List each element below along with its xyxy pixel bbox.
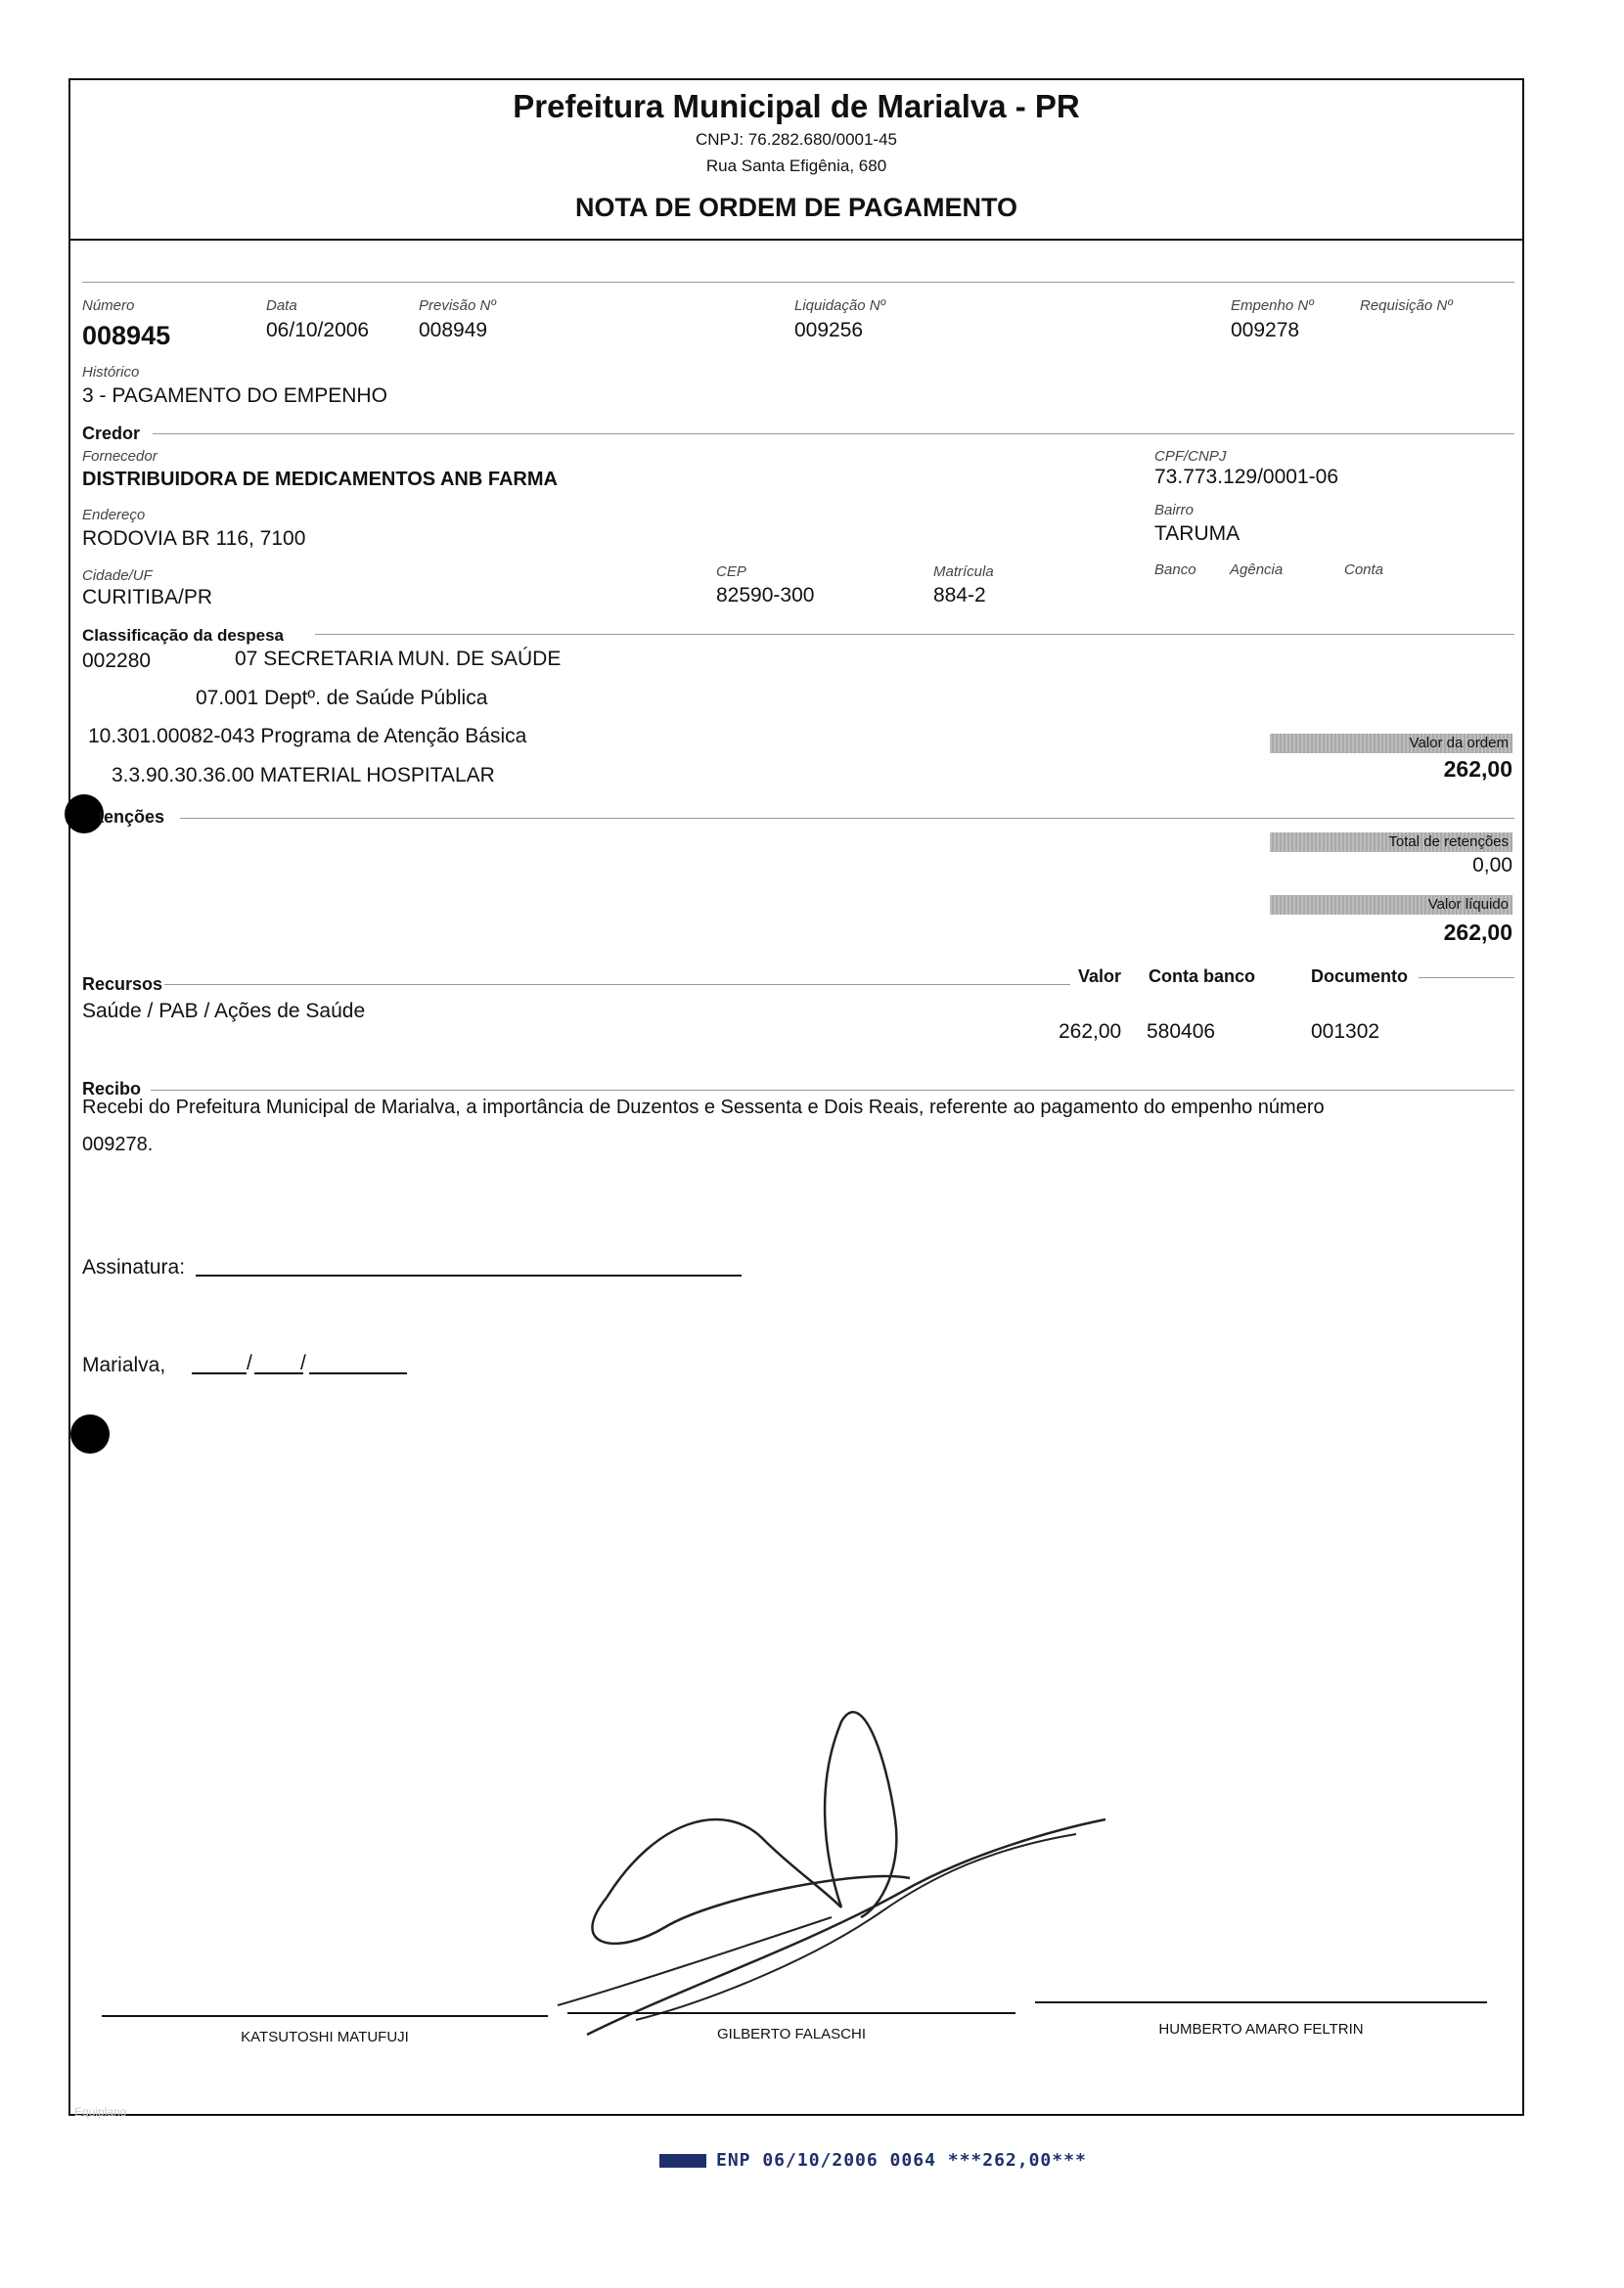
liquidacao-value: 009256 [794, 319, 864, 341]
assinatura-label: Assinatura: [82, 1256, 186, 1279]
requisicao-label: Requisição Nº [1360, 297, 1453, 314]
previsao-label: Previsão Nº [419, 297, 496, 314]
cidade-value: CURITIBA/PR [82, 586, 213, 608]
cep-value: 82590-300 [716, 584, 815, 606]
punch-hole-bottom [70, 1414, 110, 1454]
header-separator [68, 239, 1524, 241]
valor-liquido-label: Valor líquido [1270, 895, 1512, 915]
cnpj-text: CNPJ: 76.282.680/0001-45 [695, 130, 898, 149]
endereco-value: RODOVIA BR 116, 7100 [82, 527, 306, 550]
recursos-conta: 580406 [1147, 1020, 1216, 1043]
date-year-line [309, 1372, 407, 1374]
previsao-value: 008949 [419, 319, 488, 341]
stamp-bar-icon [659, 2154, 706, 2168]
empenho-value: 009278 [1231, 319, 1300, 341]
cidade-label: Cidade/UF [82, 567, 153, 584]
recursos-documento-label: Documento [1311, 966, 1408, 986]
cep-label: CEP [716, 563, 746, 580]
cpf-label: CPF/CNPJ [1154, 448, 1227, 465]
recursos-rule-right [1419, 977, 1514, 978]
historico-value: 3 - PAGAMENTO DO EMPENHO [82, 384, 387, 407]
recursos-valor-label: Valor [1078, 966, 1122, 986]
date-month-line [254, 1372, 303, 1374]
classificacao-rule [315, 634, 1514, 635]
retencoes-section: tenções [98, 807, 165, 827]
classificacao-section: Classificação da despesa [82, 626, 285, 645]
bairro-value: TARUMA [1154, 522, 1241, 545]
recursos-conta-label: Conta banco [1149, 966, 1256, 986]
signatory-line-1 [102, 2015, 548, 2017]
address-text: Rua Santa Efigênia, 680 [705, 157, 887, 175]
recursos-section: Recursos [82, 974, 163, 994]
numero-label: Número [82, 297, 135, 314]
recursos-valor: 262,00 [1059, 1020, 1122, 1043]
recibo-rule [151, 1090, 1514, 1091]
document-title: NOTA DE ORDEM DE PAGAMENTO [574, 193, 1017, 222]
credor-section: Credor [82, 424, 141, 443]
data-value: 06/10/2006 [266, 319, 370, 341]
endereco-label: Endereço [82, 507, 146, 523]
matricula-value: 884-2 [933, 584, 986, 606]
signatory-name-3: HUMBERTO AMARO FELTRIN [1158, 2021, 1364, 2038]
signatory-line-3 [1035, 2001, 1487, 2003]
empenho-label: Empenho Nº [1231, 297, 1314, 314]
recursos-item: Saúde / PAB / Ações de Saúde [82, 1000, 366, 1022]
liquidacao-label: Liquidação Nº [794, 297, 886, 314]
recibo-text-line1: Recebi do Prefeitura Municipal de Marialva, a importância de Duzentos e Sessenta e Dois Reais, referente ao pagamento do empenho número [82, 1097, 1325, 1118]
valor-ordem-value: 262,00 [1443, 756, 1512, 782]
payment-stamp [659, 2150, 1087, 2171]
local-date-label: Marialva, [82, 1354, 166, 1376]
top-rule [82, 282, 1514, 283]
data-label: Data [266, 297, 297, 314]
recibo-text-line2: 009278. [82, 1134, 154, 1155]
recursos-documento: 001302 [1311, 1020, 1380, 1043]
recursos-rule [164, 984, 1070, 985]
handwritten-signature [548, 1692, 1135, 2064]
stamp-text: ENP 06/10/2006 0064 ***262,00*** [716, 2150, 1087, 2171]
numero-value: 008945 [82, 321, 171, 350]
agencia-label: Agência [1230, 561, 1284, 578]
signatory-name-1: KATSUTOSHI MATUFUJI [241, 2029, 409, 2045]
fornecedor-label: Fornecedor [82, 448, 158, 465]
classificacao-code: 002280 [82, 650, 152, 672]
banco-label: Banco [1154, 561, 1196, 578]
bairro-label: Bairro [1154, 502, 1195, 518]
matricula-label: Matrícula [933, 563, 994, 580]
date-day-line [192, 1372, 247, 1374]
classificacao-line1: 07 SECRETARIA MUN. DE SAÚDE [235, 648, 562, 670]
conta-label: Conta [1344, 561, 1384, 578]
fornecedor-value: DISTRIBUIDORA DE MEDICAMENTOS ANB FARMA [82, 469, 558, 490]
credor-rule [153, 433, 1514, 434]
assinatura-line [196, 1275, 742, 1277]
cpf-value: 73.773.129/0001-06 [1154, 466, 1339, 488]
municipality-title: Prefeitura Municipal de Marialva - PR [513, 88, 1080, 124]
valor-liquido-value: 262,00 [1443, 920, 1512, 945]
date-sep-1: / [247, 1352, 252, 1374]
date-sep-2: / [300, 1352, 306, 1374]
classificacao-line4: 3.3.90.30.36.00 MATERIAL HOSPITALAR [112, 764, 495, 786]
historico-label: Histórico [82, 364, 140, 381]
signatory-name-2: GILBERTO FALASCHI [717, 2026, 866, 2042]
valor-ordem-label: Valor da ordem [1270, 734, 1512, 753]
recibo-section: Recibo [82, 1079, 142, 1099]
retencoes-rule [180, 818, 1514, 819]
total-retencoes-label: Total de retenções [1270, 832, 1512, 852]
classificacao-line2: 07.001 Deptº. de Saúde Pública [196, 687, 488, 709]
footer-mark: Equiplano [74, 2105, 127, 2119]
signatory-line-2 [567, 2012, 1015, 2014]
classificacao-line3: 10.301.00082-043 Programa de Atenção Básica [88, 725, 527, 747]
total-retencoes-value: 0,00 [1472, 854, 1512, 876]
